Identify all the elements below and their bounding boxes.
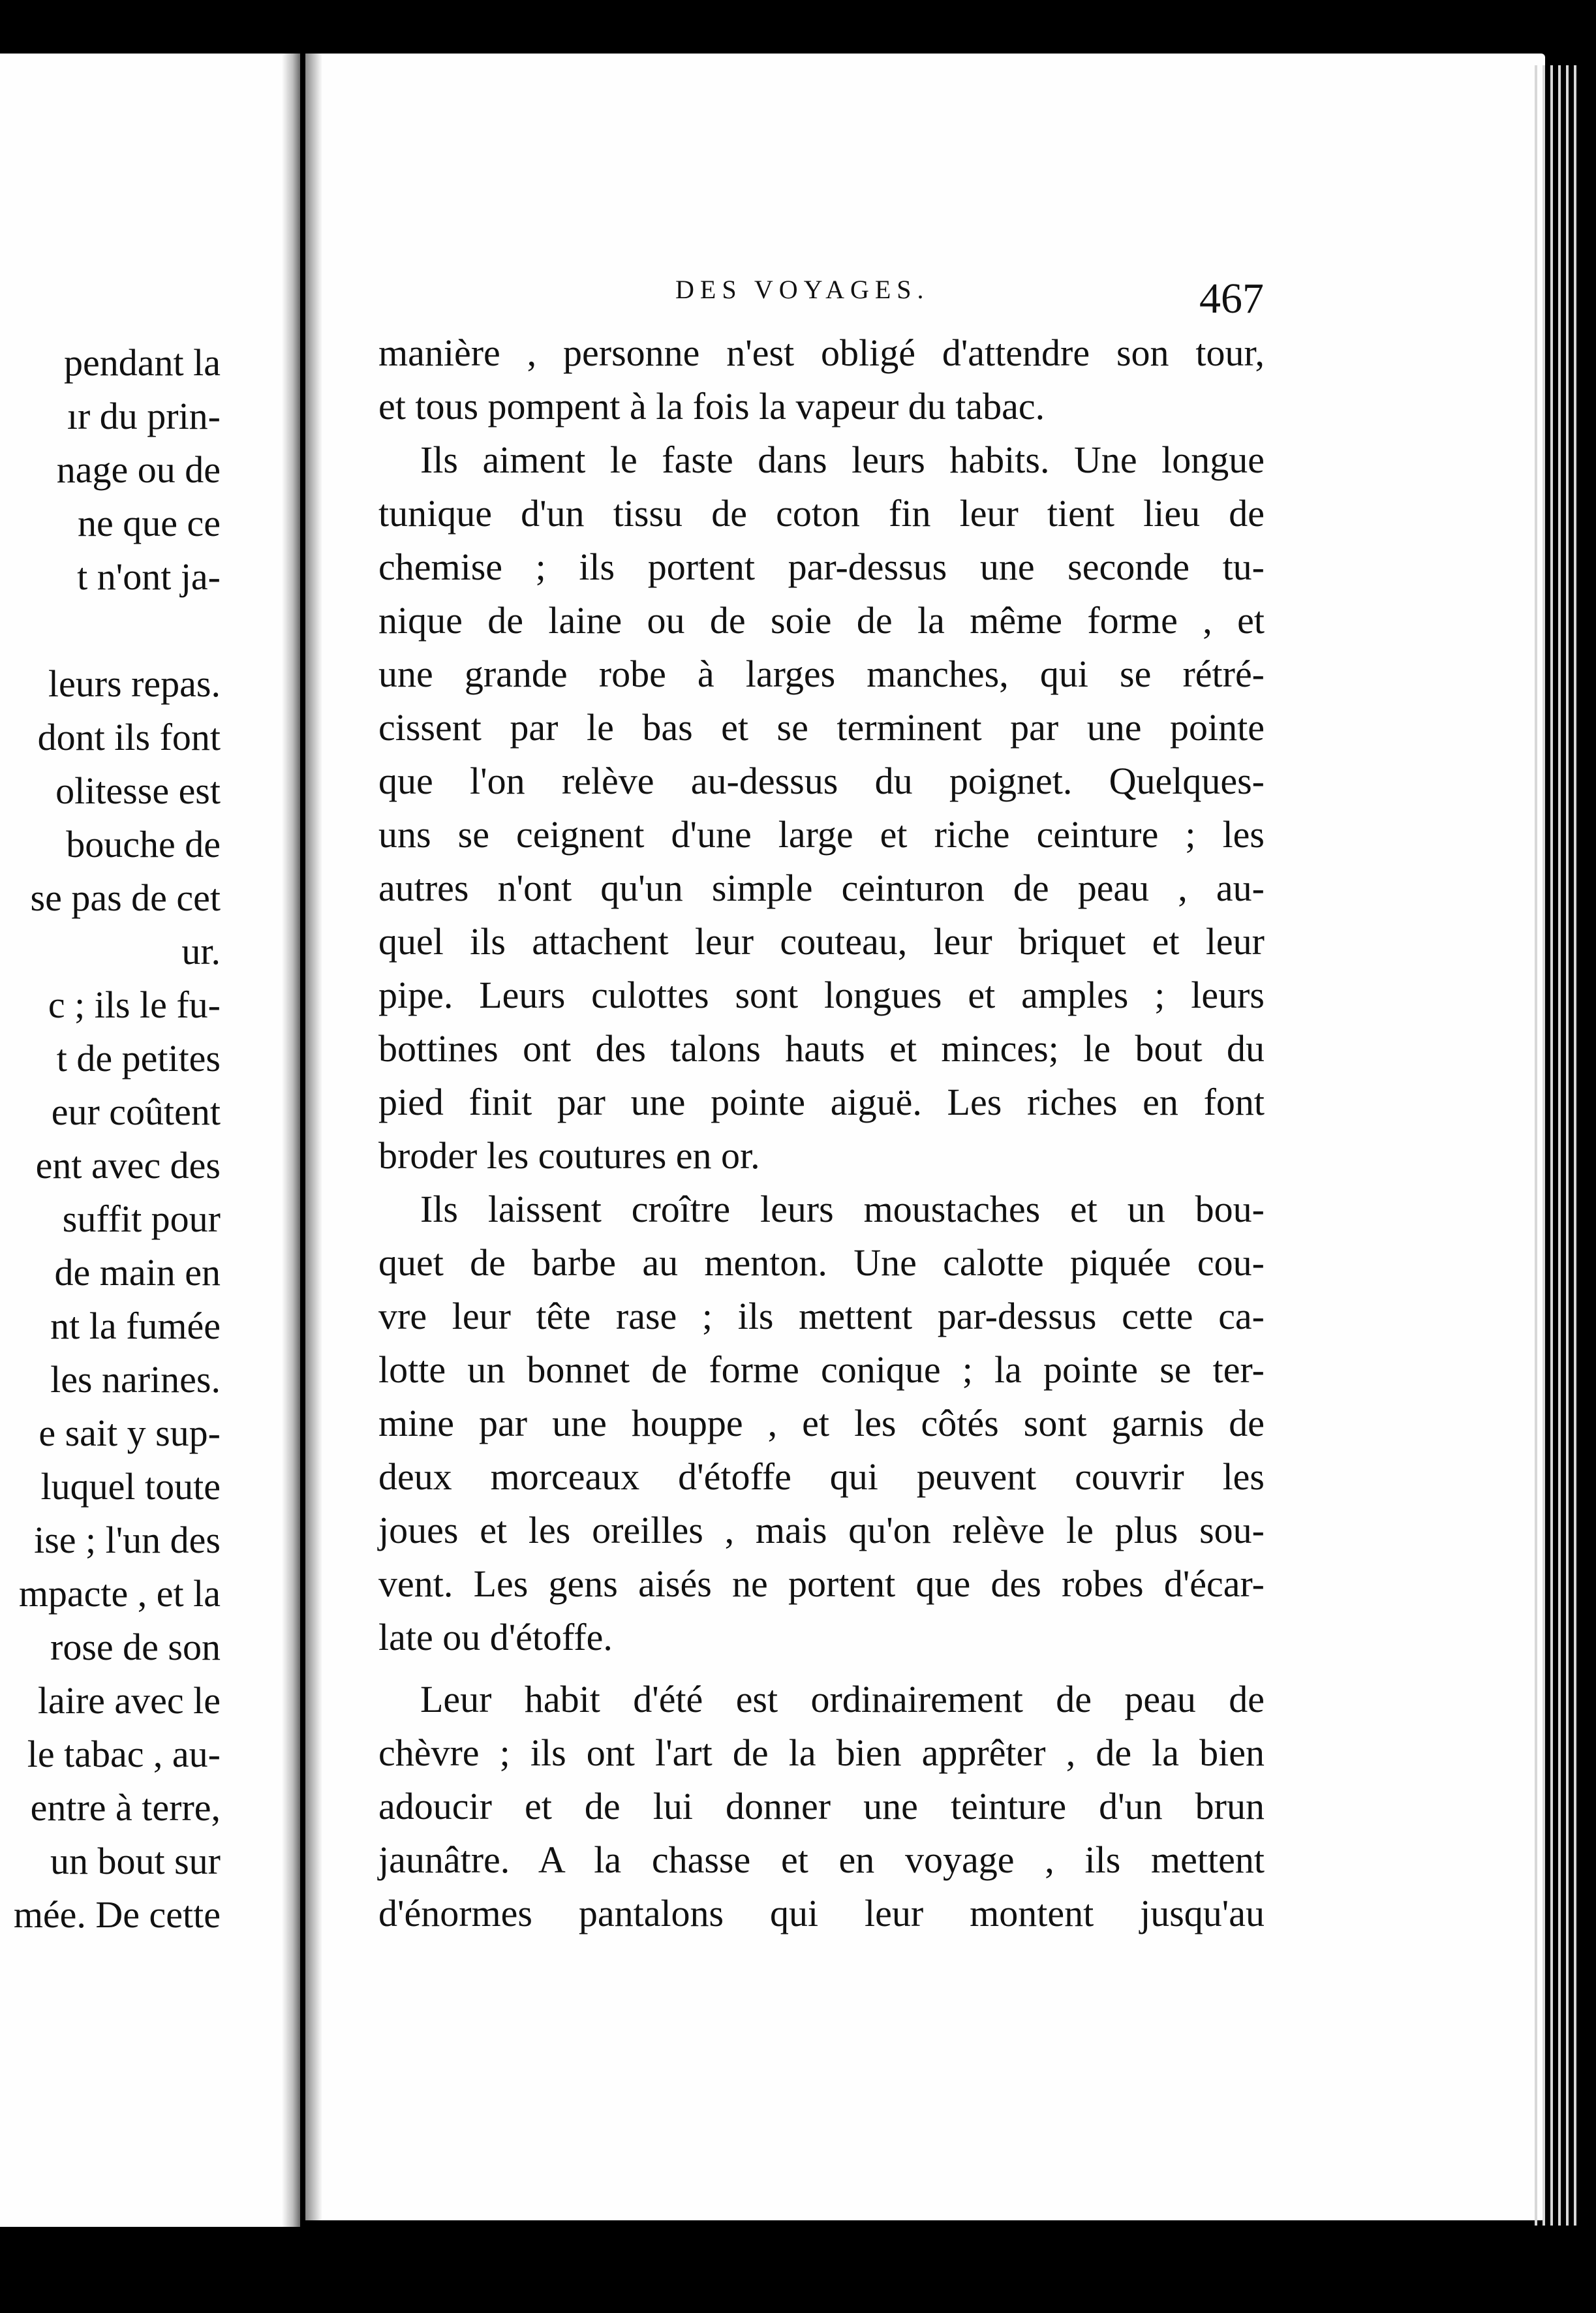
text-line: nique de laine ou de soie de la même forme , et [378,599,1265,642]
left-page [0,54,300,2227]
text-line: Ils aiment le faste dans leurs habits. Une longue [420,439,1265,481]
text-line: deux morceaux d'étoffe qui peuvent couvrir les [378,1455,1265,1498]
left-fragment: t de petites [56,1037,221,1079]
left-fragment: nage ou de [56,448,221,491]
text-line: quet de barbe au menton. Une calotte piquée cou- [378,1241,1265,1284]
text-line: chemise ; ils portent par-dessus une seconde tu- [378,546,1265,588]
left-fragment: luquel toute [40,1465,221,1508]
text-line: tunique d'un tissu de coton fin leur tient lieu de [378,492,1265,535]
text-line: broder les coutures en or. [378,1134,760,1177]
text-line: d'énormes pantalons qui leur montent jusqu'au [378,1892,1265,1934]
page-number: 467 [1199,275,1264,322]
left-fragment: entre à terre, [30,1786,221,1829]
text-line: que l'on relève au-dessus du poignet. Quelques- [378,760,1265,802]
text-line: adoucir et de lui donner une teinture d'un brun [378,1785,1265,1827]
text-line: bottines ont des talons hauts et minces; le bout du [378,1027,1265,1070]
running-head: DES VOYAGES. [675,275,930,304]
left-fragment: eur coûtent [51,1091,221,1133]
left-fragment: mpacte , et la [18,1572,221,1615]
text-line: late ou d'étoffe. [378,1616,613,1658]
left-fragment: rose de son [50,1626,221,1668]
left-fragment: nt la fumée [50,1305,221,1347]
left-fragment: t n'ont ja- [77,555,221,598]
left-fragment: laire avec le [37,1679,221,1722]
text-line: vre leur tête rase ; ils mettent par-dessus cette ca- [378,1295,1265,1337]
page-edges [1535,65,1580,2226]
text-line: vent. Les gens aisés ne portent que des robes d'écar- [378,1562,1265,1605]
left-fragment: ent avec des [35,1144,221,1187]
right-page-gutter-shadow [305,54,322,2220]
text-line: cissent par le bas et se terminent par une pointe [378,706,1265,749]
left-fragment: pendant la [64,341,221,384]
text-line: manière , personne n'est obligé d'attendre son tour, [378,332,1265,374]
left-fragment: mée. De cette [13,1893,221,1936]
text-line: une grande robe à larges manches, qui se rétré- [378,653,1265,695]
text-line: mine par une houppe , et les côtés sont garnis de [378,1402,1265,1444]
text-line: lotte un bonnet de forme conique ; la pointe se ter- [378,1348,1265,1391]
left-fragment: e sait y sup- [38,1412,221,1454]
left-fragment: leurs repas. [48,662,221,705]
left-fragment: suffit pour [62,1198,221,1240]
text-line: Leur habit d'été est ordinairement de peau de [420,1678,1265,1720]
left-fragment: de main en [54,1251,221,1294]
left-fragment: le tabac , au- [27,1733,221,1775]
left-fragment: ur. [181,930,221,972]
text-line: jaunâtre. A la chasse et en voyage , ils mettent [378,1839,1265,1881]
left-fragment: les narines. [50,1358,221,1401]
left-page-gutter [282,54,300,2227]
text-line: pipe. Leurs culottes sont longues et amples ; leurs [378,974,1265,1016]
left-fragment: se pas de cet [30,877,221,919]
left-fragment: ise ; l'un des [34,1519,221,1561]
left-fragment: dont ils font [37,716,221,758]
text-line: autres n'ont qu'un simple ceinturon de peau , au- [378,867,1265,909]
left-fragment: un bout sur [50,1840,221,1882]
text-line: et tous pompent à la fois la vapeur du tabac. [378,385,1045,427]
left-fragment: ne que ce [78,502,221,544]
left-fragment: ır du prin- [67,395,221,437]
text-line: Ils laissent croître leurs moustaches et un bou- [420,1188,1265,1230]
text-line: pied finit par une pointe aiguë. Les riches en font [378,1081,1265,1123]
left-fragment: c ; ils le fu- [48,984,221,1026]
left-fragment: bouche de [66,823,221,865]
text-line: quel ils attachent leur couteau, leur briquet et leur [378,920,1265,963]
text-line: chèvre ; ils ont l'art de la bien apprêter , de la bien [378,1731,1265,1774]
text-line: uns se ceignent d'une large et riche ceinture ; les [378,813,1265,856]
left-fragment: olitesse est [55,769,221,812]
text-line: joues et les oreilles , mais qu'on relève le plus sou- [378,1509,1265,1551]
